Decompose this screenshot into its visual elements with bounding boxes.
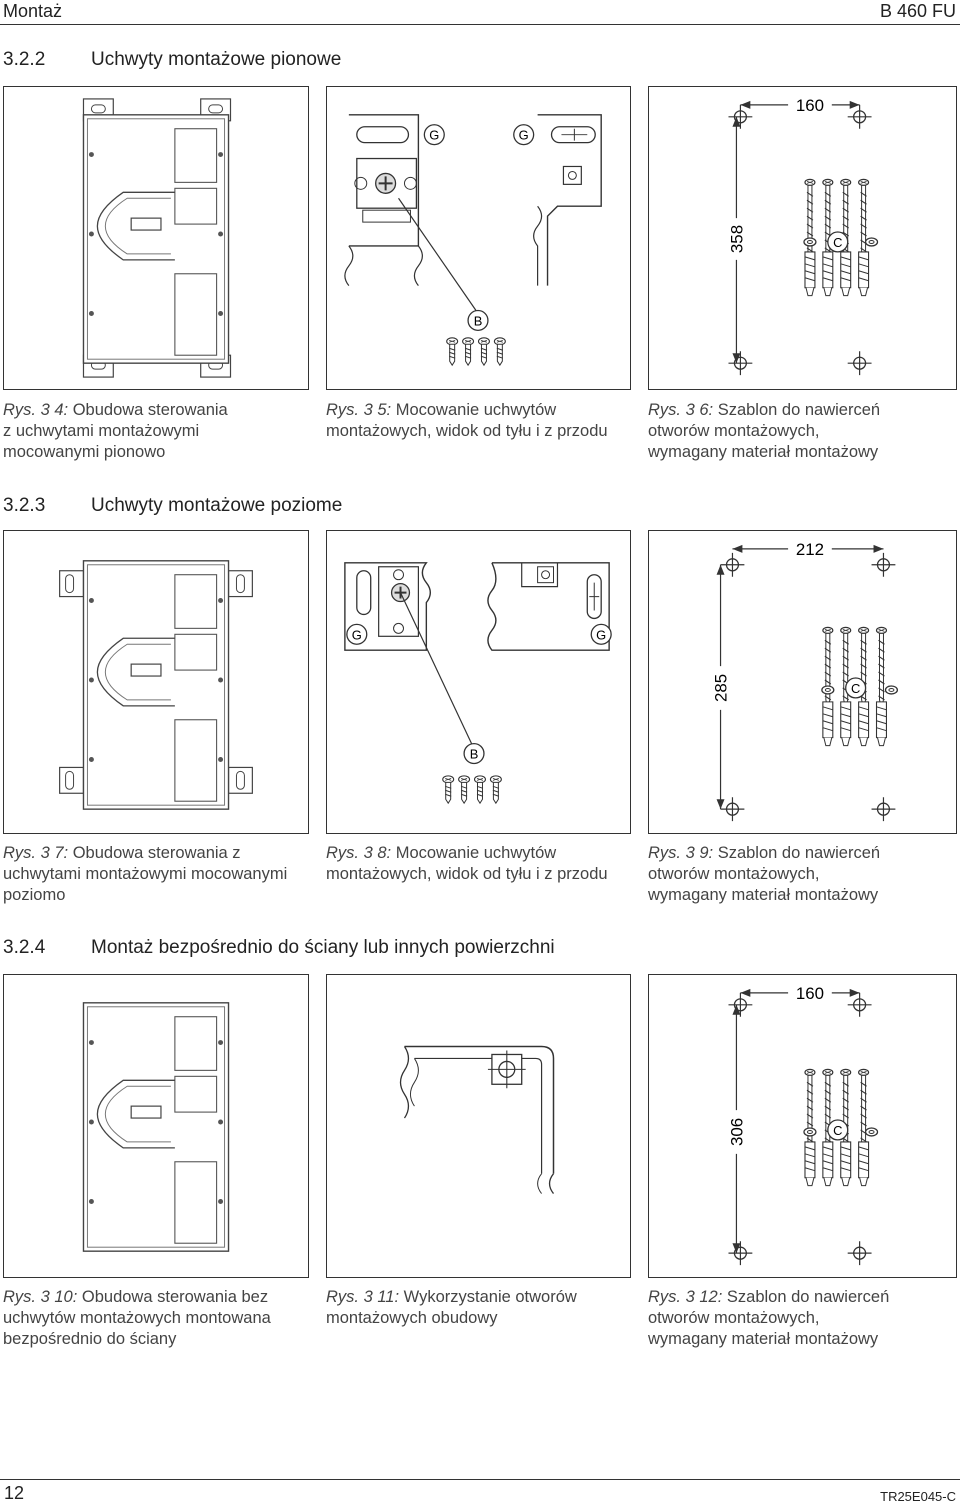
dim-width-212: 212 [795,539,825,559]
drilling-template-horizontal-drawing [649,531,956,833]
caption-fig-3-8: Rys. 3 8: Mocowanie uchwytów montażowych, widok od tyłu i z przodu [326,844,608,883]
section-heading-direct: 3.2.4 Montaż bezpośrednio do ściany lub innych powierzchni [3,937,555,958]
label-b: B [473,313,483,329]
figure-bracket-mounting-vertical [326,86,631,390]
figure-drilling-template-vertical [648,86,957,390]
figure-bracket-mounting-horizontal [326,530,631,834]
caption-fig-3-6: Rys. 3 6: Szablon do nawierceń otworów montażowych, wymagany materiał montażowy [648,401,881,461]
label-g-right-h: G [596,627,607,643]
dim-width-160: 160 [795,95,825,115]
dim-height-285: 285 [711,673,731,703]
drilling-template-vertical-drawing [649,87,956,389]
figure-drilling-template-horizontal [648,530,957,834]
caption-fig-3-12: Rys. 3 12: Szablon do nawierceń otworów montażowych, wymagany materiał montażowy [648,1288,890,1348]
page-number: 12 [4,1483,25,1503]
section-heading-vertical: 3.2.2 Uchwyty montażowe pionowe [3,49,342,70]
label-b-h: B [469,746,479,762]
dim-width-160-direct: 160 [795,983,825,1003]
document-code: TR25E045-C [880,1489,956,1504]
caption-fig-3-11: Rys. 3 11: Wykorzystanie otworów montażowych obudowy [326,1288,577,1327]
dim-height-358: 358 [727,224,747,254]
enclosure-direct-drawing [4,975,308,1277]
page-header [0,0,960,22]
caption-fig-3-10: Rys. 3 10: Obudowa sterowania bez uchwytów montażowych montowana bezpośrednio do ściany [3,1288,271,1348]
figure-enclosure-vertical-brackets [3,86,309,390]
footer-rule [0,1479,960,1480]
enclosure-mounting-holes-drawing [327,975,630,1277]
enclosure-horizontal-drawing [4,531,308,833]
header-model: B 460 FU [879,1,956,21]
enclosure-vertical-drawing [4,87,308,389]
label-g-right: G [518,127,529,143]
figure-enclosure-direct-mount [3,974,309,1278]
label-g-left: G [429,127,440,143]
label-c-direct: C [833,1122,843,1138]
header-rule [0,24,960,25]
figure-enclosure-horizontal-brackets [3,530,309,834]
caption-fig-3-5: Rys. 3 5: Mocowanie uchwytów montażowych, widok od tyłu i z przodu [326,401,608,440]
header-section: Montaż [3,1,63,21]
drilling-template-direct-drawing [649,975,956,1277]
caption-fig-3-4: Rys. 3 4: Obudowa sterowania z uchwytami montażowymi mocowanymi pionowo [3,401,228,461]
figure-enclosure-mounting-holes [326,974,631,1278]
section-heading-horizontal: 3.2.3 Uchwyty montażowe poziome [3,495,343,516]
dim-height-306: 306 [727,1117,747,1147]
bracket-mounting-vertical-drawing [327,87,630,389]
caption-fig-3-9: Rys. 3 9: Szablon do nawierceń otworów montażowych, wymagany materiał montażowy [648,844,881,904]
figure-drilling-template-direct [648,974,957,1278]
bracket-mounting-horizontal-drawing [327,531,630,833]
label-c-h: C [850,680,861,696]
label-g-left-h: G [351,627,362,643]
caption-fig-3-7: Rys. 3 7: Obudowa sterowania z uchwytami montażowymi mocowanymi poziomo [3,844,288,904]
label-c: C [833,234,843,250]
